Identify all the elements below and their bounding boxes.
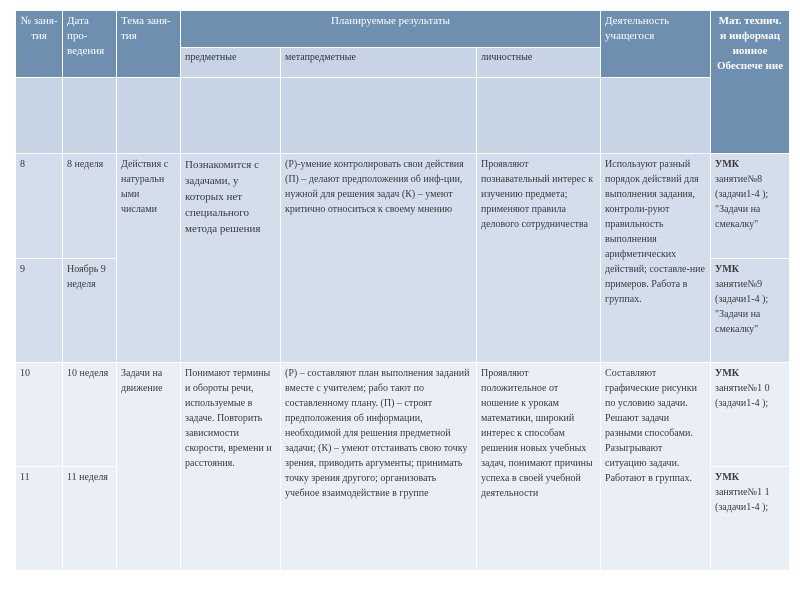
subheader-meta: метапредметные <box>281 48 477 78</box>
personal-results: Проявляют положительное от ношение к урокам математики, широкий интерес к способам решения новых учебных задач, понимают причины успеха в своей учебной деятельности <box>477 363 601 571</box>
umk-text: занятие№1 0 (задачи1-4 ); <box>715 383 770 409</box>
material-cell <box>711 363 790 467</box>
material-cell <box>711 154 790 259</box>
header-student-activity: Деятельность учащегося <box>601 11 711 78</box>
header-lesson-number: № заня-тия <box>16 11 63 78</box>
lesson-topic: Задачи на движение <box>117 363 181 571</box>
student-activity: Составляют графические рисунки по условию задачи. Решают задачи разными способами. Разыгрывают ситуацию задачи. Работают в группах. <box>601 363 711 571</box>
lesson-date: 11 неделя <box>63 467 117 571</box>
umk-title: УМК <box>715 264 740 275</box>
lesson-date: 10 неделя <box>63 363 117 467</box>
subheader-personal: личностные <box>477 48 601 78</box>
umk-text: занятие№9 (задачи1-4 ); "Задачи на смекалку" <box>715 279 769 335</box>
header-spacer <box>477 78 601 154</box>
subject-results: Познакомится с задачами, у которых нет специального метода решения <box>181 154 281 363</box>
lesson-topic: Действия с натуральн ыми числами <box>117 154 181 363</box>
student-activity: Используют разный порядок действий для выполнения задания, контроли-руют правильность выполнения арифметических действий; составле-ние примеров. Работа в группах. <box>601 154 711 363</box>
header-planned-results: Планируемые результаты <box>181 11 601 48</box>
table-row <box>16 363 790 467</box>
umk-title: УМК <box>715 472 740 483</box>
table-row <box>16 154 790 259</box>
subject-results: Понимают термины и обороты речи, используемые в задаче. Повторить зависимости скорости, времени и расстояния. <box>181 363 281 571</box>
lesson-number: 9 <box>16 259 63 363</box>
umk-title: УМК <box>715 368 740 379</box>
header-spacer <box>16 78 63 154</box>
lesson-number: 8 <box>16 154 63 259</box>
meta-results: (Р)-умение контролировать свои действия (П) – делают предположения об инф-ции, нужной для решения задач (К) – умеют критично относиться к своему мнению <box>281 154 477 363</box>
material-cell <box>711 467 790 571</box>
header-spacer <box>281 78 477 154</box>
header-topic: Тема заня-тия <box>117 11 181 78</box>
header-spacer <box>601 78 711 154</box>
subheader-subject: предметные <box>181 48 281 78</box>
header-material-support: Мат. технич. и информац ионное Обеспече ние <box>711 11 790 154</box>
meta-results: (Р) – составляют план выполнения заданий вместе с учителем; рабо тают по составленному плану. (П) – строят предположения об информации, необходимой для решения предметной задачи; (К) – умеют отстаивать свою точку зрения, приводить аргументы; принимать точку зрения другого; организовать учебное взаимодействие в группе <box>281 363 477 571</box>
material-cell <box>711 259 790 363</box>
lesson-date: 8 неделя <box>63 154 117 259</box>
header-date: Дата про-ведения <box>63 11 117 78</box>
lesson-number: 11 <box>16 467 63 571</box>
header-spacer <box>181 78 281 154</box>
personal-results: Проявляют познавательный интерес к изучению предмета; применяют правила делового сотрудничества <box>477 154 601 363</box>
header-spacer <box>117 78 181 154</box>
lesson-plan-table <box>15 10 790 571</box>
umk-title: УМК <box>715 159 740 170</box>
umk-text: занятие№1 1 (задачи1-4 ); <box>715 487 770 513</box>
lesson-date: Ноябрь 9 неделя <box>63 259 117 363</box>
umk-text: занятие№8 (задачи1-4 ); "Задачи на смекалку" <box>715 174 769 230</box>
lesson-number: 10 <box>16 363 63 467</box>
header-spacer <box>63 78 117 154</box>
